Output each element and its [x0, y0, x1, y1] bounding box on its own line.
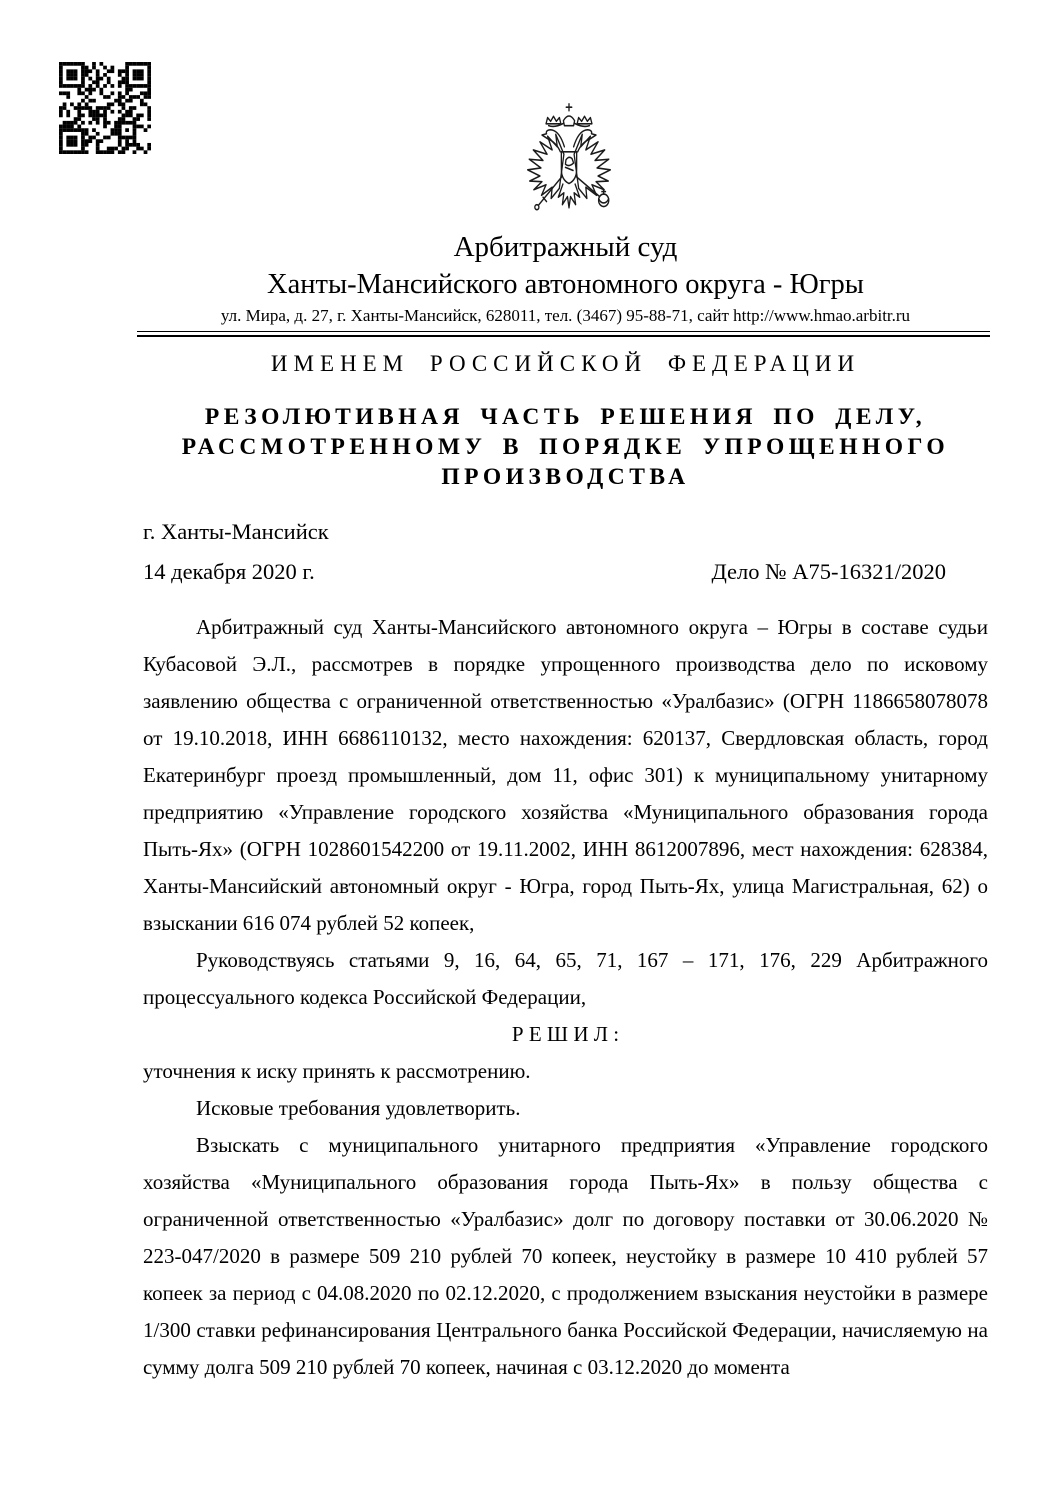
document-content [143, 0, 988, 1386]
header-divider [137, 331, 990, 337]
paragraph-guided-by: Руководствуясь статьями 9, 16, 64, 65, 71, 167 – 171, 176, 229 Арбитражного процессуального кодекса Российской Федерации, [143, 948, 988, 1009]
qr-code-icon [59, 62, 151, 154]
in-the-name-heading: ИМЕНЕМ РОССИЙСКОЙ ФЕДЕРАЦИИ [270, 351, 861, 376]
date-case-row [143, 557, 988, 587]
decision-body [143, 609, 988, 1386]
court-address: ул. Мира, д. 27, г. Ханты-Мансийск, 628011, тел. (3467) 95-88-71, сайт http://www.hmao.arbitr.ru [220, 306, 911, 325]
resolution-heading: Р Е Ш И Л : [511, 1022, 620, 1046]
paragraph-parties: Арбитражный суд Ханты-Мансийского автономного округа – Югры в составе судьи Кубасовой Э.Л., рассмотрев в порядке упрощенного производства дело по исковому заявлению общества с ограниченной ответственностью «Уралбазис» (ОГРН 1186658078078 от 19.10.2018, ИНН 6686110132, место нахождения: 620137, Свердловская область, город Екатеринбург проезд промышленный, дом 11, офис 301) к муниципальному унитарному предприятию «Управление городского хозяйства «Муниципального образования города Пыть-Ях» (ОГРН 1028601542200 от 19.11.2002, ИНН 8612007896, мест нахождения: 628384, Ханты-Мансийский автономный округ - Югра, город Пыть-Ях, улица Магистральная, 62) о взыскании 616 074 рублей 52 копеек, [143, 615, 988, 935]
city-line: г. Ханты-Мансийск [143, 519, 329, 544]
case-number: Дело № А75-16321/2020 [711, 559, 946, 584]
court-name-line1: Арбитражный суд [453, 231, 678, 263]
court-name-line2: Ханты-Мансийского автономного округа - Югры [267, 269, 864, 300]
paragraph-claims-satisfied: Исковые требования удовлетворить. [196, 1096, 521, 1120]
paragraph-clarifications: уточнения к иску принять к рассмотрению. [143, 1059, 531, 1083]
decision-date: 14 декабря 2020 г. [143, 559, 315, 584]
document-title: РЕЗОЛЮТИВНАЯ ЧАСТЬ РЕШЕНИЯ ПО ДЕЛУ, РАССМОТРЕННОМУ В ПОРЯДКЕ УПРОЩЕННОГО ПРОИЗВОДСТВА [181, 404, 950, 490]
paragraph-recover: Взыскать с муниципального унитарного предприятия «Управление городского хозяйства «Муниципального образования города Пыть-Ях» в пользу общества с ограниченной ответственностью «Уралбазис» долг по договору поставки от 30.06.2020 № 223-047/2020 в размере 509 210 рублей 70 копеек, неустойку в размере 10 410 рублей 57 копеек за период с 04.08.2020 по 02.12.2020, с продолжением взыскания неустойки в размере 1/300 ставки рефинансирования Центрального банка Российской Федерации, начисляемую на сумму долга 509 210 рублей 70 копеек, начиная с 03.12.2020 до момента [143, 1133, 988, 1379]
